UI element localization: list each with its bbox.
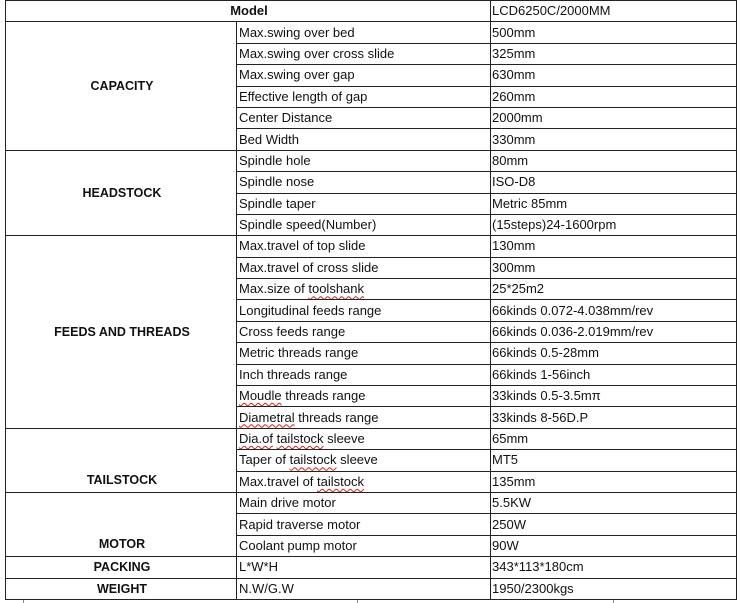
param-cell: Coolant pump motor [237,535,491,556]
value-cell: 33kinds 0.5-3.5mπ [491,386,737,407]
value-cell: 66kinds 0.036-2.019mm/rev [491,321,737,342]
param-cell: Main drive motor [237,492,491,513]
value-cell: (15steps)24-1600rpm [491,214,737,235]
param-cell: Spindle nose [237,172,491,193]
spelling-mark: tailstock [289,452,337,468]
value-cell: 135mm [491,471,737,492]
param-cell: L*W*H [237,557,491,578]
param-cell: Max.travel of top slide [237,236,491,257]
param-cell: Max.swing over gap [237,65,491,86]
spec-sheet [5,0,736,600]
spelling-mark: tailstock [276,431,324,446]
value-cell: 260mm [491,86,737,107]
value-cell: 250W [491,514,737,535]
param-cell: Max.swing over cross slide [237,43,491,64]
value-cell: 300mm [491,257,737,278]
spelling-mark: toolshank [308,281,365,297]
value-cell: 1950/2300kgs [491,578,737,599]
param-cell: Spindle hole [237,150,491,171]
spelling-mark: Moudle [239,388,282,404]
param-cell: Center Distance [237,107,491,128]
value-cell: 66kinds 0.5-28mm [491,343,737,364]
value-cell: 330mm [491,129,737,150]
value-cell: 5.5KW [491,492,737,513]
value-cell: 630mm [491,65,737,86]
param-cell: N.W/G.W [237,578,491,599]
param-cell: Longitudinal feeds range [237,300,491,321]
section-title: CAPACITY [6,22,237,150]
table-row [6,22,737,43]
section-title: HEADSTOCK [6,150,237,236]
value-cell: 66kinds 1-56inch [491,364,737,385]
table-row [6,236,737,257]
value-cell: 90W [491,535,737,556]
model-value: LCD6250C/2000MM [491,1,737,22]
param-cell: Metric threads range [237,343,491,364]
section-title: PACKING [6,557,237,578]
param-cell: Moudle threads range [237,386,491,407]
table-row [6,428,737,449]
value-cell: 2000mm [491,107,737,128]
section-title: FEEDS AND THREADS [6,236,237,429]
param-cell: Rapid traverse motor [237,514,491,535]
param-cell: Cross feeds range [237,321,491,342]
param-cell: Spindle speed(Number) [237,214,491,235]
param-cell: Effective length of gap [237,86,491,107]
value-cell: MT5 [491,450,737,471]
value-cell: 66kinds 0.072-4.038mm/rev [491,300,737,321]
value-cell: 325mm [491,43,737,64]
table-row [6,578,737,599]
param-cell: Diametral threads range [237,407,491,428]
value-cell: 343*113*180cm [491,557,737,578]
value-cell: 33kinds 8-56D.P [491,407,737,428]
param-cell: Max.travel of cross slide [237,257,491,278]
param-cell: Bed Width [237,129,491,150]
spelling-mark: Dia.of [239,431,273,446]
value-cell: Metric 85mm [491,193,737,214]
header-row [6,1,737,22]
param-cell: Max.travel of tailstock [237,471,491,492]
param-cell: Inch threads range [237,364,491,385]
table-row [6,150,737,171]
value-cell: 500mm [491,22,737,43]
value-cell: 130mm [491,236,737,257]
param-cell: Max.size of toolshank [237,279,491,300]
param-cell: Max.swing over bed [237,22,491,43]
model-label: Model [6,1,491,22]
value-cell: 80mm [491,150,737,171]
table-row [6,557,737,578]
param-cell: Spindle taper [237,193,491,214]
table-row [6,492,737,513]
spec-table [5,0,737,600]
value-cell: 65mm [491,428,737,449]
spelling-mark: tailstock [317,473,364,489]
value-cell: ISO-D8 [491,172,737,193]
param-cell: Dia.of tailstock sleeve [237,428,491,449]
section-title: TAILSTOCK [6,428,237,492]
section-title: MOTOR [6,492,237,556]
value-cell: 25*25m2 [491,279,737,300]
param-cell: Taper of tailstock sleeve [237,450,491,471]
spelling-mark: Diametral [239,409,295,425]
section-title: WEIGHT [6,578,237,599]
